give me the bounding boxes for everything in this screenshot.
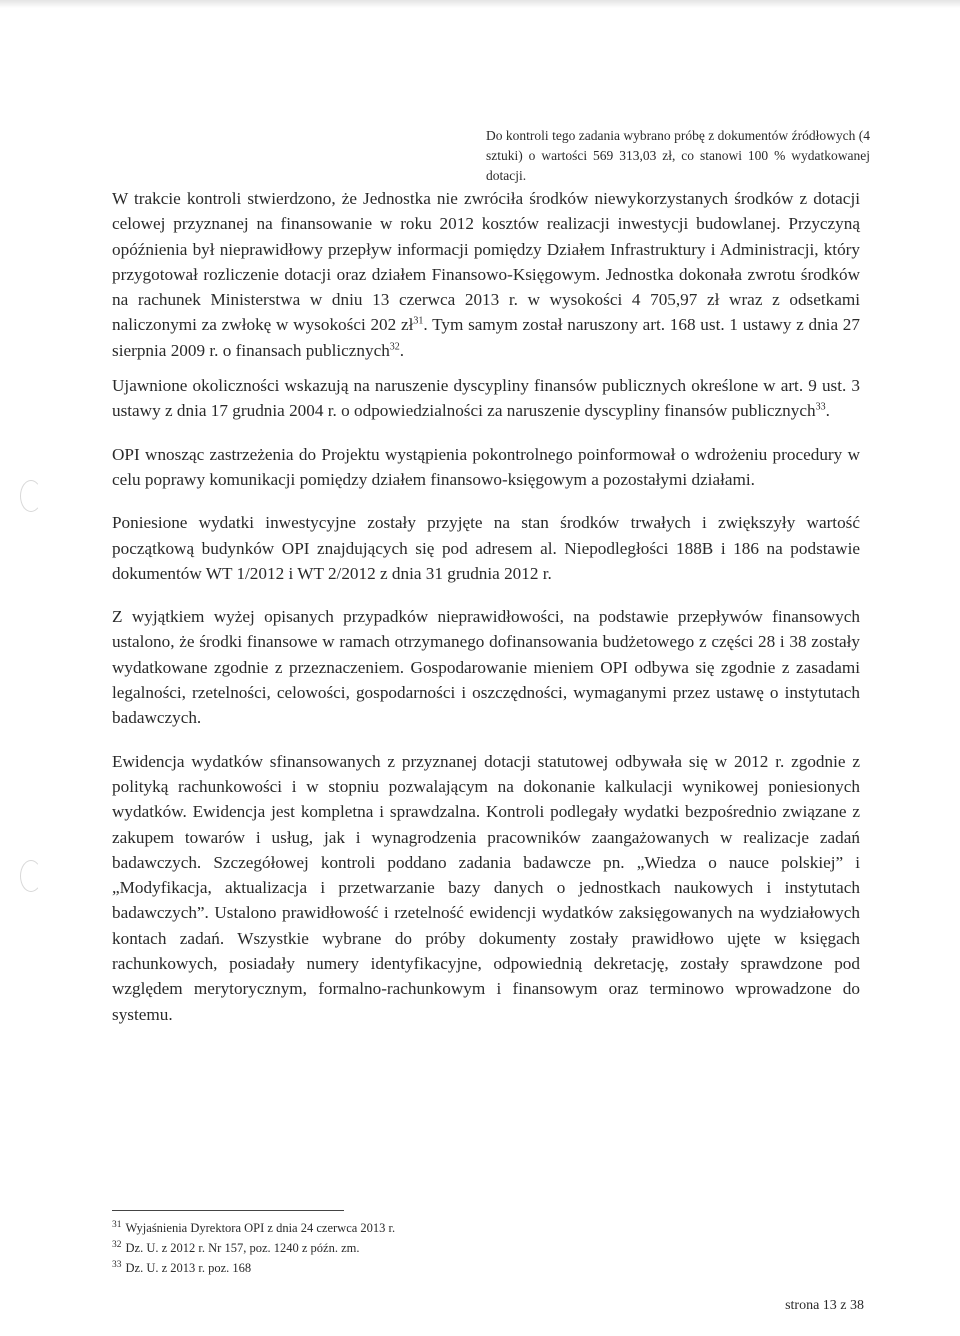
scan-edge [0,0,960,8]
paragraph-text: . [399,340,405,360]
footnote-item [112,1238,712,1258]
footnote-number: 32 [112,1239,122,1250]
footnote-number: 33 [112,1259,122,1270]
footnote-separator [112,1210,344,1211]
punch-hole-mark [20,480,42,512]
footnote-text: Wyjaśnienia Dyrektora OPI z dnia 24 czerwca 2013 r. [125,1221,396,1235]
paragraph-investment: Poniesione wydatki inwestycyjne zostały przyjęte na stan środków trwałych i zwiększyły wartość początkową budynków OPI znajdujących się pod adresem al. Niepodległości 188B i 186 na podstawie dokumentów WT 1/2012 i WT 2/2012 z dnia 31 grudnia 2012 r. [112,513,860,583]
footnote-ref[interactable]: 31 [413,315,424,327]
main-text [112,186,860,1045]
intro-paragraph: Do kontroli tego zadania wybrano próbę z dokumentów źródłowych (4 sztuki) o wartości 569 313,03 zł, co stanowi 100 % wydatkowanej dotacji. [486,128,870,183]
footnote-ref[interactable]: 33 [815,401,826,413]
paragraph-opi-response: OPI wnosząc zastrzeżenia do Projektu wystąpienia pokontrolnego poinformował o wdrożeniu procedury w celu poprawy komunikacji pomiędzy działem finansowo-księgowym a pozostałymi działami. [112,444,860,489]
paragraph-text: . [825,401,830,421]
paragraph-compliance: Z wyjątkiem wyżej opisanych przypadków nieprawidłowości, na podstawie przepływów finansowych ustalono, że środki finansowe w ramach otrzymanego dofinansowania budżetowego z części 28 i 38 zostały wydatkowane zgodnie z przeznaczeniem. Gospodarowanie mieniem OPI odbywa się zgodnie z zasadami legalności, rzetelności, celowości, gospodarności i oszczędności, wymaganymi przez ustawę o instytutach badawczych. [112,607,860,728]
paragraph-text: W trakcie kontroli stwierdzono, że Jednostka nie zwróciła środków niewykorzystanych środków z dotacji celowej przyznanej na finansowanie w roku 2012 kosztów realizacji inwestycji budowlanej. Przyczyną opóźnienia był nieprawidłowy przepływ informacji pomiędzy Działem Infrastruktury i Administracji, który przygotował rozliczenie dotacji oraz działem Finansowo-Księgowym. Jednostka dokonała zwrotu środków na rachunek Ministerstwa w dniu 13 czerwca 2013 r. w wysokości 4 705,97 zł wraz z odsetkami naliczonymi za zwłokę w wysokości 202 zł [112,189,860,335]
footnote-text: Dz. U. z 2013 r. poz. 168 [125,1261,252,1275]
punch-hole-mark [20,860,42,892]
paragraph-discipline [112,373,860,424]
footnote-ref[interactable]: 32 [389,341,400,353]
footnotes [112,1218,712,1278]
paragraph-records: Ewidencja wydatków sfinansowanych z przyznanej dotacji statutowej odbywała się w 2012 r. zgodnie z polityką rachunkowości i w stopniu pozwalającym na dokonanie kalkulacji wynikowej poniesionych wydatków. Ewidencja jest kompletna i sprawdzalna. Kontroli podlegały wydatki bezpośrednio związane z zakupem towarów i usług, jak i wynagrodzenia pracowników zaangażowanych w realizacje zadań badawczych. Szczegółowej kontroli poddano zadania badawcze pn. „Wiedza o nauce polskiej” i „Modyfikacja, aktualizacja i przetwarzanie bazy danych o jednostkach naukowych i instytutach badawczych”. Ustalono prawidłowość i rzetelność ewidencji wydatków zaksięgowanych na wydziałowych kontach zadań. Wszystkie wybrane do próby dokumenty zostały prawidłowo ujęte w księgach rachunkowych, posiadały numery identyfikacyjne, odpowiednią dekretację, zostały sprawdzone pod względem merytorycznym, formalno-rachunkowym i finansowym oraz terminowo wprowadzone do systemu. [112,751,860,1024]
footnote-item [112,1218,712,1238]
page-number: strona 13 z 38 [785,1298,864,1313]
paragraph-text: . Tym samym został naruszony art. 168 ust. 1 ustawy z dnia 27 sierpnia 2009 r. o finansach publicznych [112,315,860,360]
footnote-number: 31 [112,1219,122,1230]
paragraph-text: Ujawnione okoliczności wskazują na naruszenie dyscypliny finansów publicznych określone w art. 9 ust. 3 ustawy z dnia 17 grudnia 2004 r. o odpowiedzialności za naruszenie dyscypliny finansów publicznych [112,376,860,421]
paragraph-finding [112,186,860,363]
footnote-item [112,1258,712,1278]
footnote-text: Dz. U. z 2012 r. Nr 157, poz. 1240 z późn. zm. [125,1241,360,1255]
